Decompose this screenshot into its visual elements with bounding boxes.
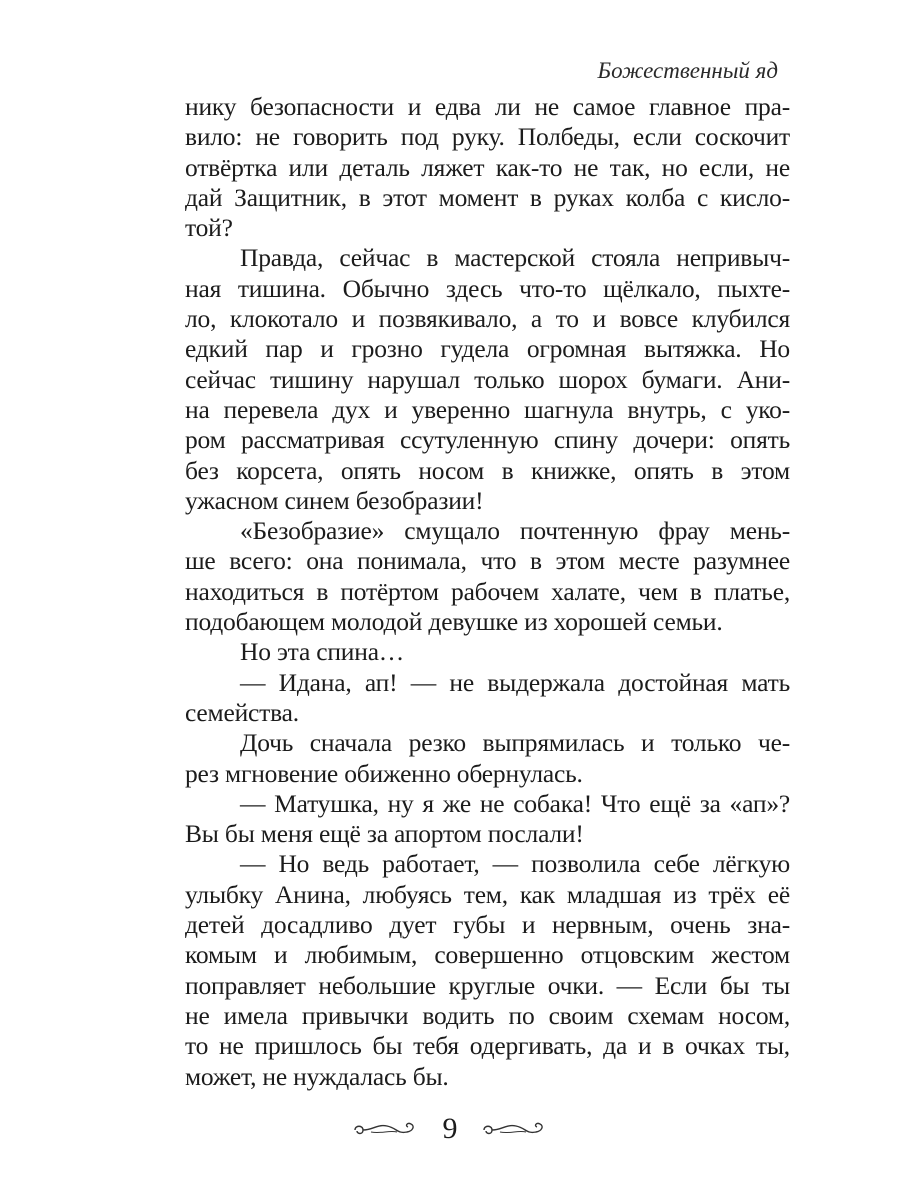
text-line: без корсета, опять носом в книжке, опять в этом bbox=[185, 455, 790, 485]
flourish-right-icon bbox=[480, 1118, 550, 1140]
text-line: Вы бы меня ещё за апортом послали! bbox=[185, 819, 584, 849]
text-line: не имела привычки водить по своим схемам носом, bbox=[185, 1000, 790, 1030]
text-line: находиться в потёртом рабочем халате, чем в платье, bbox=[185, 576, 790, 606]
text-line: рез мгновение обиженно обернулась. bbox=[185, 758, 583, 788]
text-line: Но эта спина… bbox=[240, 637, 405, 667]
text-line: — Матушка, ну я же не собака! Что ещё за «ап»? bbox=[240, 788, 790, 818]
text-line: на перевела дух и уверенно шагнула внутрь, с уко- bbox=[185, 394, 790, 424]
text-line: подобающем молодой девушке из хорошей семьи. bbox=[185, 607, 723, 637]
text-line: — Но ведь работает, — позволила себе лёгкую bbox=[240, 849, 790, 879]
text-line: Правда, сейчас в мастерской стояла непривыч- bbox=[240, 243, 790, 273]
text-line: ше всего: она понимала, что в этом месте разумнее bbox=[185, 546, 790, 576]
text-line: то не пришлось бы тебя одергивать, да и в очках ты, bbox=[185, 1031, 790, 1061]
running-head: Божественный яд bbox=[597, 58, 778, 83]
text-line: «Безобразие» смущало почтенную фрау мень- bbox=[240, 516, 790, 546]
text-line: ная тишина. Обычно здесь что-то щёлкало, пыхте- bbox=[185, 273, 790, 303]
text-line: комым и любимым, совершенно отцовским жестом bbox=[185, 940, 790, 970]
text-line: сейчас тишину нарушал только шорох бумаги. Ани- bbox=[185, 364, 790, 394]
page-number: 9 bbox=[442, 1112, 458, 1145]
text-line: улыбку Анина, любуясь тем, как младшая из трёх её bbox=[185, 879, 790, 909]
text-line: той? bbox=[185, 213, 233, 243]
text-line: — Идана, ап! — не выдержала достойная мать bbox=[240, 667, 790, 697]
text-line: Дочь сначала резко выпрямилась и только че- bbox=[240, 728, 790, 758]
text-line: едкий пар и грозно гудела огромная вытяжка. Но bbox=[185, 334, 790, 364]
text-line: отвёртка или деталь ляжет как-то не так, но если, не bbox=[185, 152, 790, 182]
body-text bbox=[185, 92, 790, 1092]
text-line: семейства. bbox=[185, 697, 299, 727]
flourish-left-icon bbox=[351, 1118, 421, 1140]
text-line: ужасном синем безобразии! bbox=[185, 485, 484, 515]
text-line: нику безопасности и едва ли не самое главное пра- bbox=[185, 92, 790, 121]
text-line: может, не нуждалась бы. bbox=[185, 1061, 449, 1091]
text-line: ром рассматривая ссутуленную спину дочери: опять bbox=[185, 425, 790, 455]
page-footer bbox=[0, 1112, 900, 1146]
text-line: детей досадливо дует губы и нервным, очень зна- bbox=[185, 910, 790, 940]
text-line: поправляет небольшие круглые очки. — Если бы ты bbox=[185, 970, 790, 1000]
text-line: дай Защитник, в этот момент в руках колба с кисло- bbox=[185, 182, 790, 212]
text-line: вило: не говорить под руку. Полбеды, если соскочит bbox=[185, 122, 790, 152]
text-line: ло, клокотало и позвякивало, а то и вовсе клубился bbox=[185, 304, 790, 334]
